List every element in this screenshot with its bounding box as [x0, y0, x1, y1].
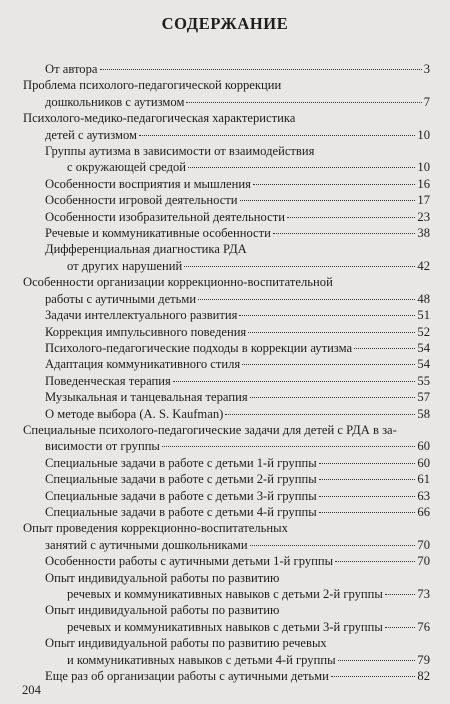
- dot-leader: [162, 446, 416, 447]
- toc-entry-text: Особенности восприятия и мышления: [45, 176, 251, 191]
- toc-entry: [23, 143, 430, 176]
- toc-page-number: 61: [417, 472, 430, 487]
- toc-page-number: 54: [417, 357, 430, 372]
- toc-page-number: 76: [417, 619, 430, 634]
- toc-entry: [23, 553, 430, 569]
- toc-entry: [23, 520, 430, 553]
- page-title: СОДЕРЖАНИЕ: [161, 14, 289, 33]
- dot-leader: [273, 233, 416, 234]
- dot-leader: [354, 348, 415, 349]
- toc-page-number: 73: [417, 587, 430, 601]
- toc-entry: [23, 373, 430, 389]
- toc-page-number: 66: [417, 504, 430, 519]
- toc-page-number: 16: [417, 176, 430, 191]
- dot-leader: [331, 676, 416, 677]
- dot-leader: [385, 594, 416, 595]
- toc-entry-text: Дифференциальная диагностика РДА: [45, 242, 247, 257]
- toc-entry: [23, 422, 430, 455]
- toc-entry-text: речевых и коммуникативных навыков с детьми 3-й группы: [67, 619, 383, 634]
- dot-leader: [287, 217, 415, 218]
- toc-page-number: 60: [417, 439, 430, 454]
- toc-entry-text: Специальные задачи в работе с детьми 3-й группы: [45, 488, 317, 503]
- dot-leader: [319, 496, 416, 497]
- toc-entry-text: Специальные задачи в работе с детьми 1-й группы: [45, 455, 317, 470]
- toc-page-number: 52: [417, 324, 430, 339]
- toc-page-number: 60: [417, 455, 430, 470]
- toc-page-number: 23: [417, 209, 430, 224]
- toc-entry-text: детей с аутизмом: [45, 127, 137, 142]
- toc-entry: [23, 61, 430, 77]
- dot-leader: [335, 561, 415, 562]
- toc-entry-text: Коррекция импульсивного поведения: [45, 324, 247, 339]
- toc-entry-text: Опыт индивидуальной работы по развитию речевых: [45, 636, 327, 651]
- toc-entry-text: Проблема психолого-педагогической коррекции: [23, 78, 282, 93]
- dot-leader: [319, 463, 416, 464]
- toc-entry: [23, 176, 430, 192]
- toc-entry-text: Специальные задачи в работе с детьми 4-й группы: [45, 504, 317, 519]
- toc-entry-text: Еще раз об организации работы с аутичными детьми: [45, 669, 329, 684]
- toc-entry: [23, 504, 430, 520]
- dot-leader: [239, 315, 415, 316]
- table-of-contents: [23, 61, 430, 684]
- toc-page-number: 58: [417, 406, 430, 421]
- dot-leader: [338, 660, 416, 661]
- toc-entry: [23, 668, 430, 684]
- toc-page-number: 82: [417, 669, 430, 684]
- toc-page-number: 70: [417, 554, 430, 569]
- toc-entry: [23, 471, 430, 487]
- dot-leader: [248, 332, 415, 333]
- toc-page-number: 3: [423, 62, 430, 76]
- toc-entry-text: Опыт индивидуальной работы по развитию: [45, 570, 280, 585]
- toc-page-number: 10: [417, 160, 430, 175]
- toc-entry-text: Специальные психолого-педагогические задачи для детей с РДА в за-: [23, 422, 397, 437]
- toc-entry: [23, 324, 430, 340]
- toc-entry: [23, 77, 430, 110]
- toc-entry: [23, 307, 430, 323]
- toc-entry-text: Психолого-педагогические подходы в коррекции аутизма: [45, 340, 353, 355]
- toc-entry: [23, 110, 430, 143]
- toc-page-number: 70: [417, 537, 430, 552]
- toc-entry: [23, 225, 430, 241]
- dot-leader: [250, 397, 416, 398]
- toc-entry-text: занятий с аутичными дошкольниками: [45, 537, 248, 552]
- page-number: 204: [22, 683, 41, 697]
- toc-entry-text: Специальные задачи в работе с детьми 2-й группы: [45, 472, 317, 487]
- toc-page-number: 54: [417, 340, 430, 355]
- toc-entry-text: Группы аутизма в зависимости от взаимодействия: [45, 144, 315, 159]
- dot-leader: [139, 135, 415, 136]
- toc-entry-text: и коммуникативных навыков с детьми 4-й группы: [67, 652, 336, 667]
- toc-page-number: 51: [417, 308, 430, 323]
- toc-entry-text: висимости от группы: [45, 439, 160, 454]
- toc-entry: [23, 602, 430, 635]
- toc-page-number: 79: [417, 652, 430, 667]
- toc-entry: [23, 635, 430, 668]
- toc-page-number: 57: [417, 390, 430, 405]
- toc-entry-text: Опыт проведения коррекционно-воспитательных: [23, 521, 288, 536]
- toc-page-number: 38: [417, 226, 430, 241]
- toc-entry-text: Музыкальная и танцевальная терапия: [45, 390, 248, 405]
- dot-leader: [385, 627, 416, 628]
- toc-page-number: 7: [423, 94, 430, 109]
- toc-entry: [23, 274, 430, 307]
- toc-entry-text: речевых и коммуникативных навыков с детьми 2-й группы: [67, 587, 383, 601]
- dot-leader: [242, 364, 415, 365]
- toc-entry-text: Опыт индивидуальной работы по развитию: [45, 603, 280, 618]
- toc-page-number: 63: [417, 488, 430, 503]
- toc-entry-text: Особенности работы с аутичными детьми 1-й группы: [45, 554, 334, 569]
- toc-entry: [23, 209, 430, 225]
- toc-entry-text: Психолого-медико-педагогическая характеристика: [23, 111, 296, 126]
- dot-leader: [188, 167, 415, 168]
- dot-leader: [100, 69, 422, 70]
- toc-entry: [23, 389, 430, 405]
- toc-entry-text: Поведенческая терапия: [45, 373, 171, 388]
- toc-entry: [23, 192, 430, 208]
- toc-entry-text: Особенности игровой деятельности: [45, 193, 238, 208]
- dot-leader: [225, 414, 415, 415]
- dot-leader: [198, 299, 415, 300]
- toc-page-number: 42: [417, 258, 430, 273]
- toc-entry-text: Адаптация коммуникативного стиля: [45, 357, 241, 372]
- dot-leader: [319, 479, 416, 480]
- dot-leader: [250, 545, 416, 546]
- toc-entry: [23, 241, 430, 274]
- dot-leader: [173, 381, 416, 382]
- toc-page-number: 55: [417, 373, 430, 388]
- toc-entry: [23, 356, 430, 372]
- dot-leader: [240, 200, 416, 201]
- toc-entry: [23, 488, 430, 504]
- toc-entry: [23, 455, 430, 471]
- toc-entry-text: Особенности изобразительной деятельности: [45, 209, 285, 224]
- toc-entry: [23, 406, 430, 422]
- toc-entry: [23, 570, 430, 603]
- toc-page-number: 48: [417, 291, 430, 306]
- dot-leader: [253, 184, 416, 185]
- toc-entry-text: Задачи интеллектуального развития: [45, 308, 238, 323]
- toc-page-number: 17: [417, 193, 430, 208]
- toc-page-number: 10: [417, 127, 430, 142]
- toc-entry-text: От автора: [45, 62, 98, 76]
- toc-entry-text: от других нарушений: [67, 258, 183, 273]
- dot-leader: [186, 102, 421, 103]
- toc-entry-text: работы с аутичными детьми: [45, 291, 197, 306]
- toc-entry-text: дошкольников с аутизмом: [45, 94, 185, 109]
- toc-entry-text: Особенности организации коррекционно-воспитательной: [23, 275, 333, 290]
- toc-entry: [23, 340, 430, 356]
- dot-leader: [319, 512, 416, 513]
- toc-entry-text: О методе выбора (A. S. Kaufman): [45, 406, 224, 421]
- toc-entry-text: Речевые и коммуникативные особенности: [45, 226, 271, 241]
- dot-leader: [184, 266, 415, 267]
- toc-entry-text: с окружающей средой: [67, 160, 187, 175]
